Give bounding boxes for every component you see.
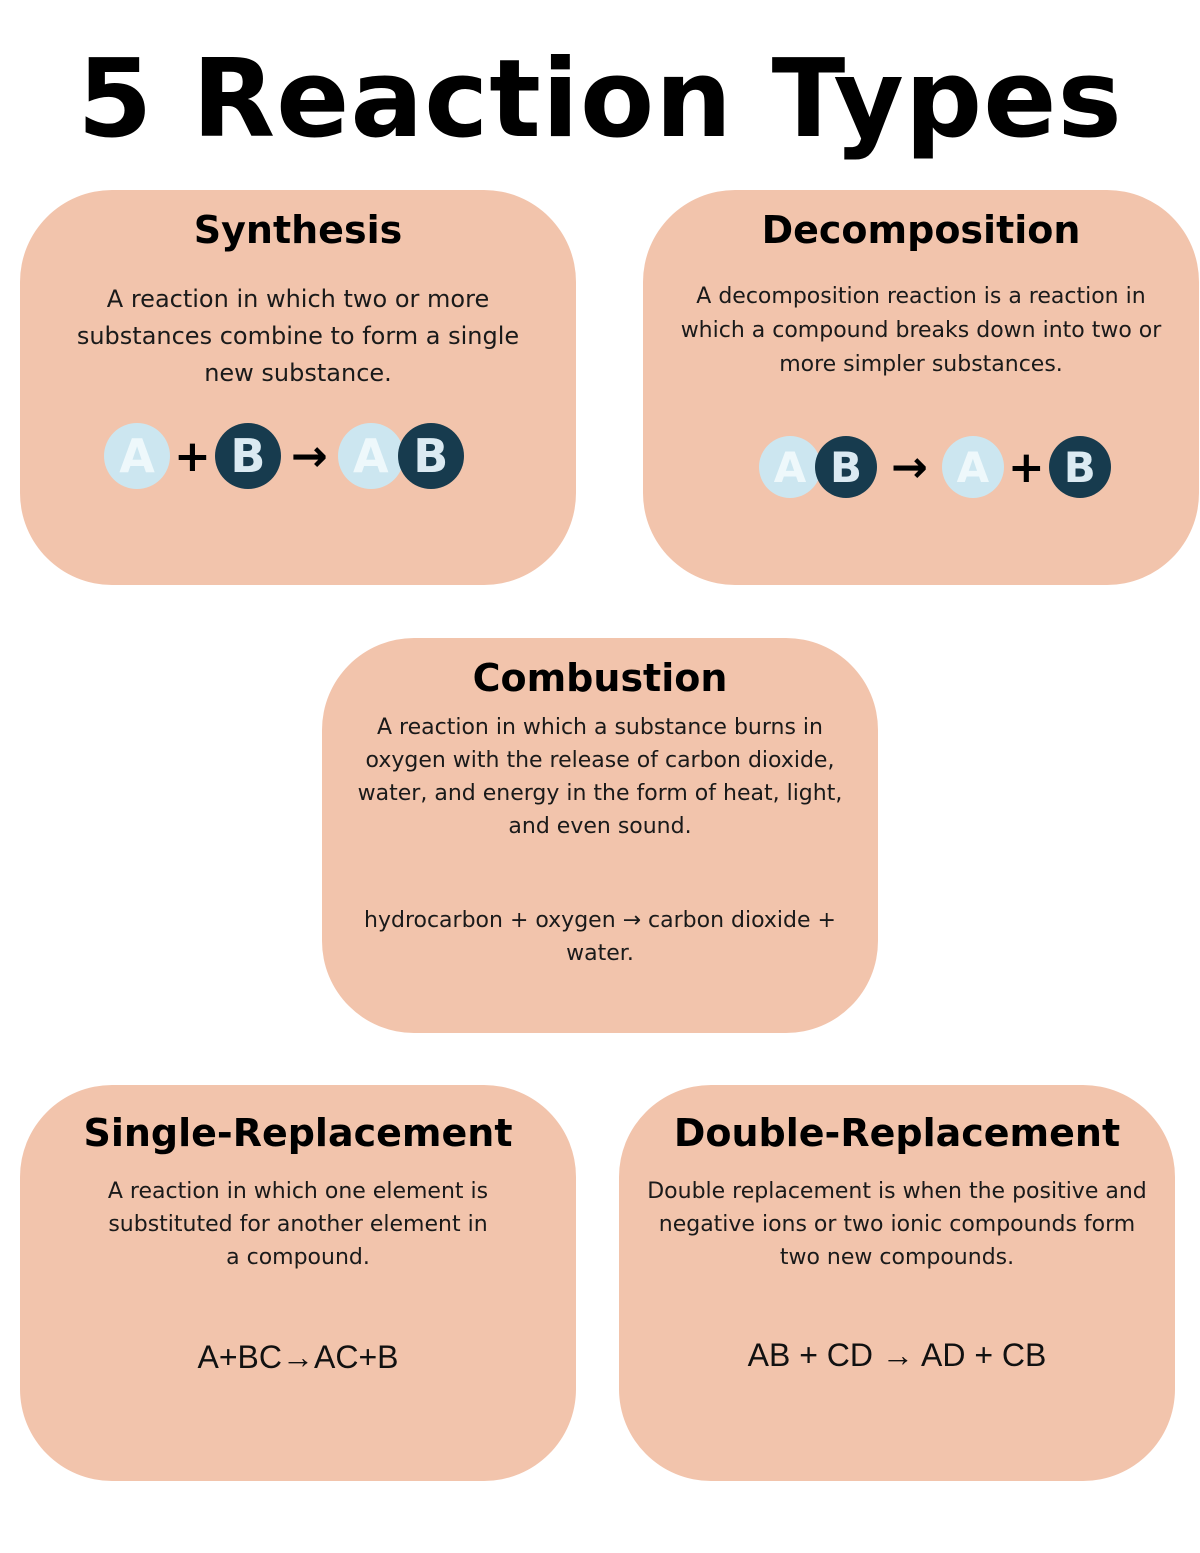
synthesis-card [20,190,576,585]
page-title: 5 Reaction Types [77,37,1123,162]
atom-b-icon: B [398,423,464,489]
plus-sign: + [1007,441,1045,493]
atom-a-icon: A [759,436,821,498]
combustion-formula-line: hydrocarbon + oxygen → carbon dioxide + [364,908,836,933]
double-replacement-heading: Double-Replacement [673,1111,1121,1155]
atom-b-icon: B [1049,436,1111,498]
combustion-formula-line: water. [566,941,634,966]
decomposition-description [643,280,1199,382]
double-replacement-description-line: negative ions or two ionic compounds form [658,1212,1136,1237]
double-replacement-description-line: two new compounds. [779,1245,1015,1270]
synthesis-description-line: A reaction in which two or more [106,285,490,313]
arrow-icon: → [891,441,928,493]
synthesis-description-line: substances combine to form a single [76,322,520,350]
combustion-card [322,638,878,1033]
combustion-formula [322,904,878,970]
compound-ab [338,423,464,489]
decomposition-card [643,190,1199,585]
single-replacement-description [20,1175,576,1274]
single-replacement-description-line: a compound. [226,1245,370,1270]
double-replacement-description [619,1175,1175,1274]
single-replacement-card [20,1085,576,1481]
decomposition-heading: Decomposition [761,208,1081,252]
plus-sign: + [174,430,211,482]
combustion-description [322,711,878,843]
single-replacement-description-line: substituted for another element in [108,1212,488,1237]
combustion-heading: Combustion [472,656,728,700]
combustion-description-line: and even sound. [508,814,692,839]
arrow-icon: → [290,430,328,482]
combustion-description-line: oxygen with the release of carbon dioxide, [365,748,835,773]
synthesis-equation [104,423,464,489]
decomposition-description-line: more simpler substances. [779,352,1063,377]
synthesis-heading: Synthesis [193,208,403,252]
decomposition-equation [759,436,1111,498]
atom-a-icon: A [104,423,170,489]
single-replacement-formula: A+BC→AC+B [197,1339,399,1375]
double-replacement-description-line: Double replacement is when the positive and [647,1179,1147,1204]
atom-b-icon: B [215,423,281,489]
atom-b-icon: B [815,436,877,498]
combustion-description-line: water, and energy in the form of heat, light, [357,781,843,806]
synthesis-description-line: new substance. [204,359,392,387]
single-replacement-heading: Single-Replacement [83,1111,513,1155]
synthesis-description [20,281,576,392]
combustion-description-line: A reaction in which a substance burns in [377,715,823,740]
double-replacement-formula: AB + CD → AD + CB [747,1337,1047,1373]
decomposition-description-line: A decomposition reaction is a reaction in [696,284,1146,309]
atom-a-icon: A [942,436,1004,498]
double-replacement-card [619,1085,1175,1481]
single-replacement-description-line: A reaction in which one element is [107,1179,489,1204]
compound-ab [759,436,877,498]
atom-a-icon: A [338,423,404,489]
decomposition-description-line: which a compound breaks down into two or [680,318,1162,343]
